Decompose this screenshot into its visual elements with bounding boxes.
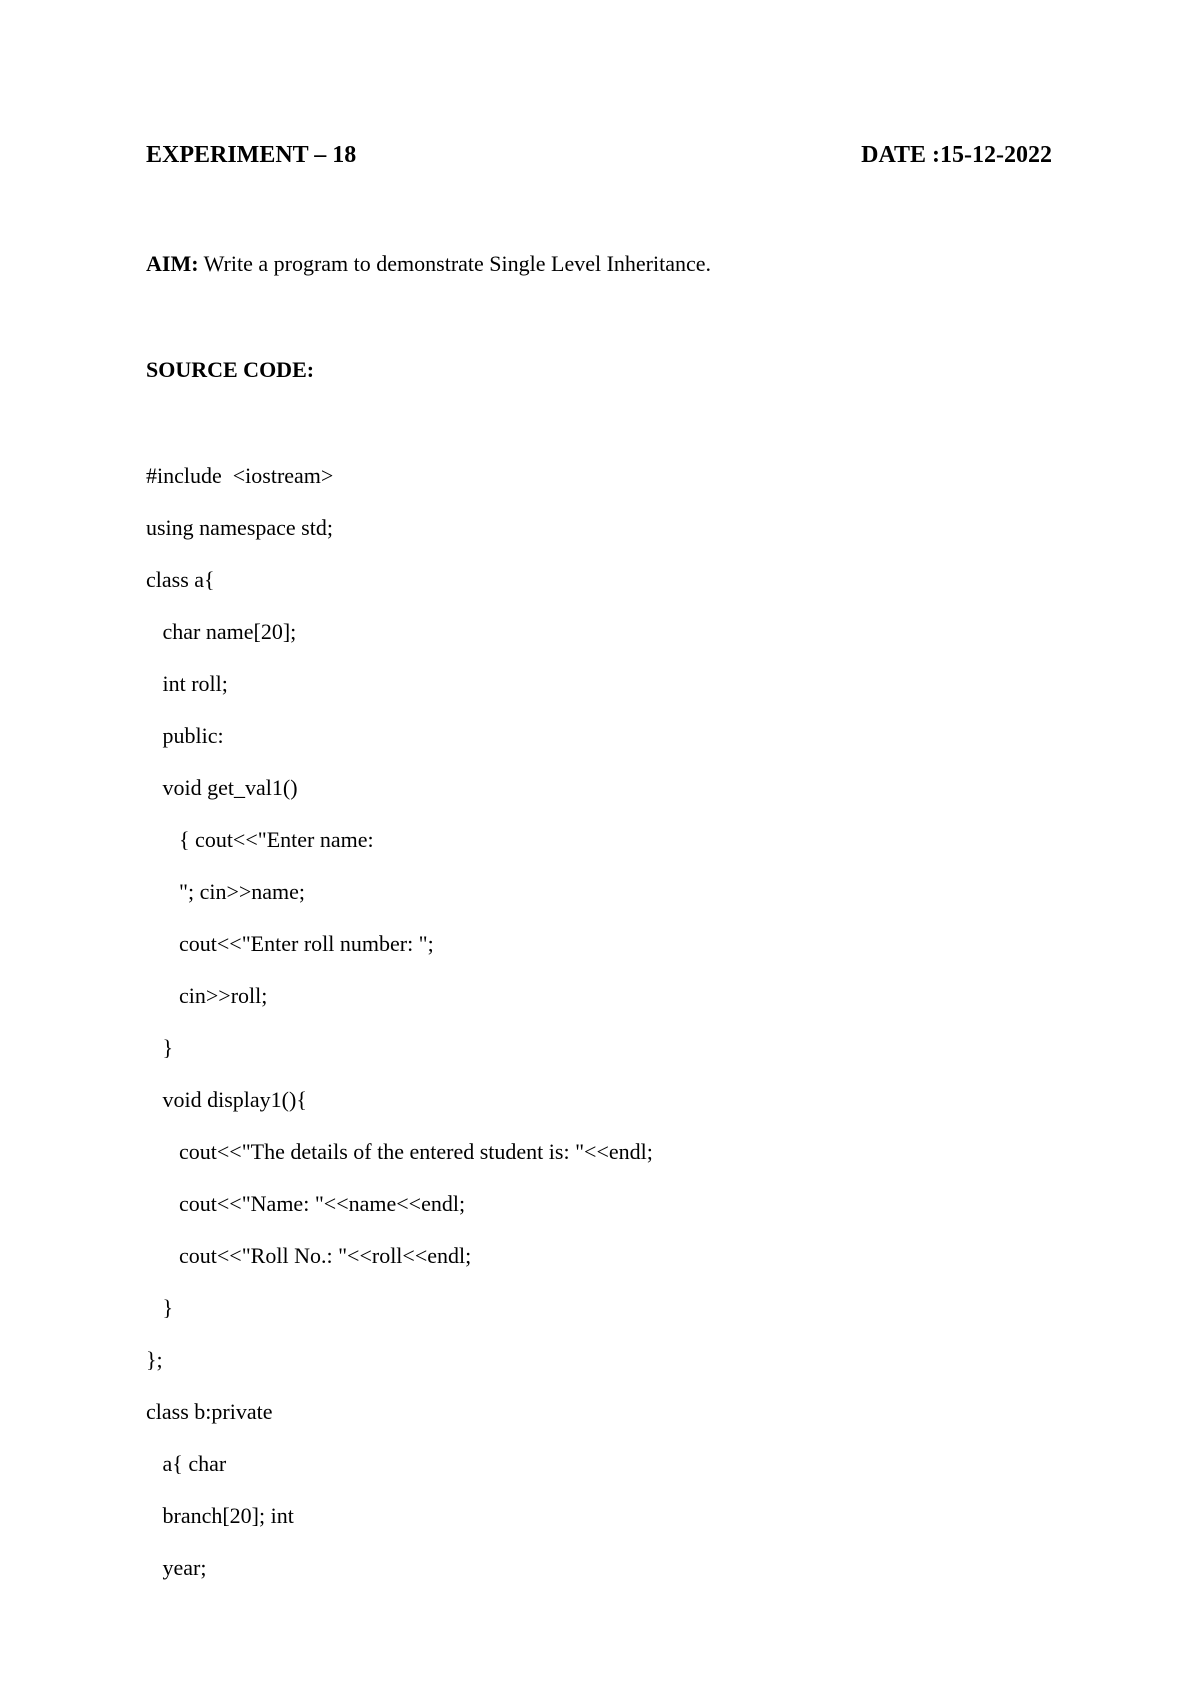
code-line: int roll; <box>146 671 228 696</box>
date-label: DATE : <box>861 142 941 168</box>
code-line: cout<<"The details of the entered student is: "<<endl; <box>146 1139 653 1164</box>
code-line: cout<<"Enter roll number: "; <box>146 931 434 956</box>
experiment-title: EXPERIMENT – 18 <box>146 142 357 168</box>
code-line: branch[20]; int <box>146 1503 294 1528</box>
header-row <box>146 142 1052 182</box>
code-line: char name[20]; <box>146 619 297 644</box>
code-line: { cout<<"Enter name: <box>146 827 374 852</box>
aim-label: AIM: <box>146 251 199 276</box>
code-line: void display1(){ <box>146 1087 307 1112</box>
code-line: } <box>146 1035 174 1060</box>
code-line: year; <box>146 1555 207 1580</box>
aim-text: Write a program to demonstrate Single Level Inheritance. <box>203 251 712 276</box>
code-line: a{ char <box>146 1451 227 1476</box>
date-value: 15-12-2022 <box>940 142 1052 168</box>
code-line: "; cin>>name; <box>146 879 306 904</box>
date-group <box>861 142 1052 169</box>
code-line: void get_val1() <box>146 775 298 800</box>
source-code-block <box>146 460 1126 1604</box>
code-line: #include <iostream> <box>146 463 334 488</box>
code-line: class b:private <box>146 1399 273 1424</box>
code-line: class a{ <box>146 567 215 592</box>
code-line: }; <box>146 1347 163 1372</box>
aim-statement <box>146 251 711 277</box>
code-line: using namespace std; <box>146 515 333 540</box>
code-line: cout<<"Roll No.: "<<roll<<endl; <box>146 1243 472 1268</box>
code-line: public: <box>146 723 224 748</box>
source-code-heading: SOURCE CODE: <box>146 357 315 382</box>
code-line: cin>>roll; <box>146 983 268 1008</box>
code-line: cout<<"Name: "<<name<<endl; <box>146 1191 466 1216</box>
code-line: } <box>146 1295 174 1320</box>
